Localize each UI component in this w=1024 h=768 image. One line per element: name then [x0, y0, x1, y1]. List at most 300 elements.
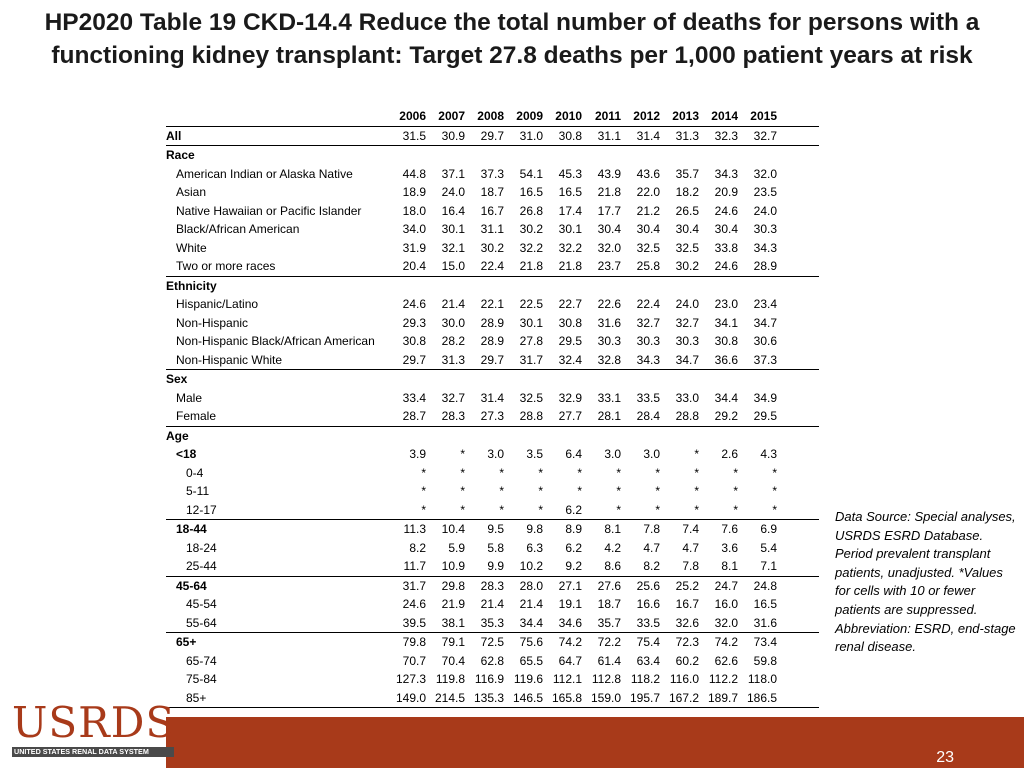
row-label: 85+	[186, 690, 207, 705]
table-cell: 116.9	[474, 672, 504, 686]
table-cell: 32.8	[597, 352, 621, 367]
table-cell: 30.8	[558, 128, 582, 143]
row-label: 65-74	[186, 653, 217, 668]
table-cell: 72.2	[597, 635, 621, 649]
table-cell: 31.4	[636, 128, 660, 143]
table-cell: 28.8	[675, 409, 699, 423]
table-cell: *	[694, 502, 699, 517]
table-row	[166, 314, 819, 333]
table-cell: 18.7	[480, 185, 504, 199]
table-cell: 33.8	[714, 240, 738, 255]
table-cell: 31.9	[402, 240, 426, 255]
table-row	[166, 464, 819, 483]
table-cell: 29.7	[402, 352, 426, 367]
table-cell: 127.3	[395, 672, 426, 686]
table-cell: 37.1	[441, 166, 465, 181]
table-cell: 21.4	[441, 297, 465, 311]
table-cell: 21.8	[597, 185, 621, 199]
table-cell: 7.8	[643, 522, 660, 536]
table-cell: 62.6	[714, 653, 738, 668]
table-cell: 34.4	[519, 615, 543, 630]
table-cell: 32.5	[675, 240, 699, 255]
table-cell: 195.7	[629, 690, 660, 705]
table-cell: 22.4	[480, 259, 504, 273]
table-cell: 3.6	[721, 540, 738, 555]
row-label: 18-44	[176, 522, 207, 536]
table-cell: 24.8	[753, 578, 777, 593]
table-cell: 30.1	[558, 222, 582, 236]
row-label: 12-17	[186, 502, 217, 517]
table-cell: 7.1	[760, 559, 777, 573]
table-cell: 30.0	[441, 315, 465, 330]
row-label: Ethnicity	[166, 278, 217, 293]
row-label: All	[166, 128, 182, 143]
table-cell: 112.1	[552, 672, 582, 686]
year-header: 2009	[516, 109, 543, 123]
table-cell: 31.3	[441, 352, 465, 367]
table-cell: 16.0	[714, 597, 738, 611]
table-cell: 30.1	[441, 222, 465, 236]
row-label: White	[176, 240, 207, 255]
table-cell: 35.7	[675, 166, 699, 181]
table-cell: 118.2	[630, 672, 660, 686]
table-cell: 22.4	[636, 297, 660, 311]
table-cell: 23.4	[753, 297, 777, 311]
table-cell: 10.4	[441, 522, 465, 536]
logo-subtitle: UNITED STATES RENAL DATA SYSTEM	[12, 747, 174, 757]
table-cell: 6.2	[565, 502, 582, 517]
table-row	[166, 577, 819, 596]
table-cell: 28.3	[480, 578, 504, 593]
table-cell: 5.4	[760, 540, 777, 555]
table-cell: *	[421, 465, 426, 480]
table-cell: *	[616, 502, 621, 517]
row-label: Black/African American	[176, 222, 300, 236]
row-label: Non-Hispanic Black/African American	[176, 334, 375, 348]
row-label: Native Hawaiian or Pacific Islander	[176, 203, 362, 218]
table-cell: 16.5	[519, 185, 543, 199]
table-cell: *	[694, 484, 699, 498]
table-cell: 18.7	[597, 597, 621, 611]
table-cell: 8.9	[565, 522, 582, 536]
table-row	[166, 277, 819, 296]
year-header: 2014	[711, 109, 738, 123]
table-cell: 32.7	[636, 315, 660, 330]
table-cell: *	[733, 484, 738, 498]
table-cell: 28.2	[441, 334, 465, 348]
year-header: 2015	[750, 109, 777, 123]
table-cell: 30.4	[636, 222, 660, 236]
table-cell: 31.7	[519, 352, 543, 367]
table-cell: 6.4	[565, 447, 582, 461]
table-cell: 32.5	[636, 240, 660, 255]
table-cell: 3.9	[409, 447, 426, 461]
table-cell: 24.7	[714, 578, 738, 593]
table-cell: 16.5	[753, 597, 777, 611]
table-cell: 74.2	[714, 635, 738, 649]
table-row	[166, 501, 819, 521]
table-cell: 21.4	[519, 597, 543, 611]
table-cell: 186.5	[746, 690, 777, 705]
table-row	[166, 427, 819, 446]
table-cell: 9.5	[487, 522, 504, 536]
table-cell: 165.8	[551, 690, 582, 705]
table-row	[166, 351, 819, 371]
table-row	[166, 482, 819, 501]
table-cell: 2.6	[721, 447, 738, 461]
table-cell: 31.3	[675, 128, 699, 143]
table-cell: 167.2	[668, 690, 699, 705]
row-label: Female	[176, 409, 217, 423]
table-cell: 20.4	[402, 259, 426, 273]
table-row	[166, 557, 819, 577]
table-cell: 32.3	[714, 128, 738, 143]
table-cell: 119.6	[513, 672, 543, 686]
table-cell: 34.1	[714, 315, 738, 330]
table-row	[166, 295, 819, 314]
year-header: 2013	[672, 109, 699, 123]
table-cell: 4.7	[643, 540, 660, 555]
row-label: Asian	[176, 185, 207, 199]
table-cell: 24.0	[441, 185, 465, 199]
table-cell: 43.9	[597, 166, 621, 181]
table-cell: 34.3	[753, 240, 777, 255]
table-cell: *	[733, 502, 738, 517]
table-row	[166, 633, 819, 652]
table-cell: 59.8	[753, 653, 777, 668]
table-cell: *	[655, 502, 660, 517]
table-cell: 33.5	[636, 615, 660, 630]
table-row	[166, 595, 819, 614]
table-row	[166, 370, 819, 389]
row-label: 75-84	[186, 672, 217, 686]
table-cell: 18.0	[402, 203, 426, 218]
table-cell: 11.7	[403, 559, 426, 573]
table-cell: 119.8	[435, 672, 465, 686]
table-row	[166, 239, 819, 258]
table-cell: 28.9	[753, 259, 777, 273]
table-cell: 3.5	[526, 447, 543, 461]
table-cell: 32.2	[558, 240, 582, 255]
table-cell: 32.6	[675, 615, 699, 630]
table-cell: 75.4	[636, 635, 660, 649]
table-cell: 39.5	[402, 615, 426, 630]
table-cell: 35.7	[597, 615, 621, 630]
table-cell: 28.4	[636, 409, 660, 423]
table-cell: 32.0	[597, 240, 621, 255]
logo-text: USRDS	[12, 698, 176, 747]
table-cell: 116.0	[669, 672, 699, 686]
year-header: 2010	[555, 109, 582, 123]
table-cell: 3.0	[643, 447, 660, 461]
table-cell: 34.3	[714, 166, 738, 181]
table-cell: 10.2	[519, 559, 543, 573]
table-cell: 21.4	[480, 597, 504, 611]
table-cell: 24.0	[675, 297, 699, 311]
table-cell: *	[694, 447, 699, 461]
table-cell: 19.1	[558, 597, 582, 611]
table-row	[166, 146, 819, 165]
row-label: 25-44	[186, 559, 217, 573]
row-label: Non-Hispanic White	[176, 352, 283, 367]
table-cell: 30.2	[675, 259, 699, 273]
table-cell: 4.3	[760, 447, 777, 461]
table-cell: *	[772, 465, 777, 480]
table-cell: 34.0	[402, 222, 426, 236]
table-cell: 29.7	[480, 128, 504, 143]
table-cell: 73.4	[753, 635, 777, 649]
table-cell: *	[460, 465, 465, 480]
table-cell: 29.8	[441, 578, 465, 593]
table-cell: *	[616, 465, 621, 480]
table-cell: 21.8	[519, 259, 543, 273]
table-cell: 31.4	[480, 390, 504, 405]
table-cell: 31.1	[597, 128, 621, 143]
table-cell: 32.0	[714, 615, 738, 630]
table-row	[166, 257, 819, 277]
table-cell: 22.6	[597, 297, 621, 311]
table-cell: 8.6	[604, 559, 621, 573]
table-cell: 61.4	[597, 653, 621, 668]
table-cell: 30.2	[519, 222, 543, 236]
table-cell: 72.3	[675, 635, 699, 649]
table-cell: 60.2	[675, 653, 699, 668]
table-cell: 32.7	[441, 390, 465, 405]
data-table	[166, 107, 819, 708]
table-cell: 112.2	[708, 672, 738, 686]
table-cell: *	[460, 484, 465, 498]
table-cell: 30.9	[441, 128, 465, 143]
table-cell: 30.4	[675, 222, 699, 236]
data-source-note: Data Source: Special analyses, USRDS ESRD Database. Period prevalent transplant patients, unadjusted. *Values for cells with 10 or fewer patients are suppressed. Abbreviation: ESRD, end-stage renal disease.	[835, 509, 1016, 655]
table-cell: 34.9	[753, 390, 777, 405]
table-cell: 11.3	[403, 522, 426, 536]
table-cell: 70.4	[441, 653, 465, 668]
table-cell: 7.6	[721, 522, 738, 536]
table-header-row	[166, 107, 819, 127]
table-cell: 17.7	[597, 203, 621, 218]
table-cell: 5.9	[448, 540, 465, 555]
table-cell: 34.3	[636, 352, 660, 367]
table-cell: 32.1	[441, 240, 465, 255]
table-cell: 45.3	[558, 166, 582, 181]
table-row	[166, 332, 819, 351]
table-cell: *	[655, 484, 660, 498]
table-cell: 32.9	[558, 390, 582, 405]
year-header: 2011	[594, 109, 621, 123]
table-cell: 31.0	[519, 128, 543, 143]
row-label: Two or more races	[176, 259, 276, 273]
table-cell: 28.1	[597, 409, 621, 423]
table-cell: *	[577, 484, 582, 498]
table-cell: 23.7	[597, 259, 621, 273]
table-cell: 29.7	[480, 352, 504, 367]
table-cell: 32.7	[675, 315, 699, 330]
row-label: 45-64	[176, 578, 207, 593]
footer-bar	[166, 717, 1024, 768]
table-cell: 29.5	[753, 409, 777, 423]
table-cell: 7.8	[682, 559, 699, 573]
row-label: Hispanic/Latino	[176, 297, 259, 311]
table-cell: 16.7	[480, 203, 504, 218]
row-label: Sex	[166, 372, 188, 386]
table-cell: 112.8	[591, 672, 621, 686]
table-cell: 25.8	[636, 259, 660, 273]
table-cell: *	[499, 465, 504, 480]
row-label: 45-54	[186, 597, 217, 611]
table-cell: 28.3	[441, 409, 465, 423]
table-cell: 30.4	[597, 222, 621, 236]
table-cell: 33.5	[636, 390, 660, 405]
table-cell: 31.7	[402, 578, 426, 593]
table-cell: *	[499, 484, 504, 498]
table-cell: 28.9	[480, 315, 504, 330]
table-cell: 32.0	[753, 166, 777, 181]
table-cell: 35.3	[480, 615, 504, 630]
table-cell: 34.7	[675, 352, 699, 367]
table-cell: 3.0	[604, 447, 621, 461]
table-cell: 28.9	[480, 334, 504, 348]
table-cell: 18.2	[675, 185, 699, 199]
table-cell: 30.8	[402, 334, 426, 348]
year-header: 2012	[633, 109, 660, 123]
table-cell: *	[694, 465, 699, 480]
table-cell: 23.5	[753, 185, 777, 199]
table-cell: *	[655, 465, 660, 480]
row-label: 5-11	[186, 484, 210, 498]
table-cell: 24.0	[753, 203, 777, 218]
table-row	[166, 389, 819, 408]
row-label: 18-24	[186, 540, 217, 555]
table-row	[166, 539, 819, 558]
table-row	[166, 165, 819, 184]
table-cell: 30.3	[597, 334, 621, 348]
table-cell: 29.5	[558, 334, 582, 348]
table-cell: 26.8	[519, 203, 543, 218]
table-cell: 31.5	[402, 128, 426, 143]
table-cell: 79.1	[441, 635, 465, 649]
table-cell: 15.0	[441, 259, 465, 273]
table-cell: 6.3	[526, 540, 543, 555]
table-cell: 27.3	[480, 409, 504, 423]
row-label: 65+	[176, 635, 197, 649]
slide-title	[0, 6, 1024, 72]
row-label: 0-4	[186, 465, 204, 480]
table-cell: 22.0	[636, 185, 660, 199]
table-cell: *	[460, 447, 465, 461]
table-cell: 22.7	[558, 297, 582, 311]
table-cell: 4.7	[682, 540, 699, 555]
table-cell: 30.3	[636, 334, 660, 348]
table-cell: 149.0	[395, 690, 426, 705]
row-label: <18	[176, 447, 197, 461]
row-label: 55-64	[186, 615, 217, 630]
table-cell: 33.1	[597, 390, 621, 405]
table-cell: 31.6	[597, 315, 621, 330]
table-cell: 36.6	[714, 352, 738, 367]
table-cell: 34.7	[753, 315, 777, 330]
table-cell: 32.5	[519, 390, 543, 405]
usrds-logo	[4, 698, 176, 768]
table-cell: 64.7	[558, 653, 582, 668]
table-cell: 159.0	[590, 690, 621, 705]
table-cell: 32.7	[753, 128, 777, 143]
year-header: 2007	[438, 109, 465, 123]
table-cell: 9.8	[526, 522, 543, 536]
table-cell: 27.7	[558, 409, 582, 423]
table-cell: 30.3	[753, 222, 777, 236]
table-row	[166, 520, 819, 539]
table-row	[166, 407, 819, 427]
year-header: 2008	[477, 109, 504, 123]
table-cell: 20.9	[714, 185, 738, 199]
table-cell: 18.9	[402, 185, 426, 199]
row-label: Age	[166, 428, 189, 443]
table-cell: 146.5	[512, 690, 543, 705]
table-cell: 135.3	[473, 690, 504, 705]
table-cell: 37.3	[753, 352, 777, 367]
footer	[0, 700, 1024, 768]
table-cell: 25.2	[675, 578, 699, 593]
table-cell: 44.8	[402, 166, 426, 181]
table-cell: 33.0	[675, 390, 699, 405]
table-cell: 16.4	[441, 203, 465, 218]
title-line-1: HP2020 Table 19 CKD-14.4 Reduce the total number of deaths for persons with a	[44, 9, 980, 36]
table-cell: 37.3	[480, 166, 504, 181]
table-cell: *	[460, 502, 465, 517]
table-cell: 16.6	[636, 597, 660, 611]
table-cell: 30.4	[714, 222, 738, 236]
table-row	[166, 127, 819, 147]
table-cell: 5.8	[487, 540, 504, 555]
table-cell: 31.1	[480, 222, 504, 236]
table-cell: 16.5	[558, 185, 582, 199]
table-cell: 65.5	[519, 653, 543, 668]
table-cell: 3.0	[487, 447, 504, 461]
table-cell: 32.4	[558, 352, 582, 367]
row-label: Male	[176, 390, 203, 405]
table-cell: 74.2	[558, 635, 582, 649]
table-cell: 29.2	[714, 409, 738, 423]
table-cell: 28.7	[402, 409, 426, 423]
table-cell: 29.3	[402, 315, 426, 330]
table-cell: 33.4	[402, 390, 426, 405]
table-cell: 62.8	[480, 653, 504, 668]
table-row	[166, 445, 819, 464]
table-cell: 30.6	[753, 334, 777, 348]
table-cell: *	[616, 484, 621, 498]
table-cell: 27.6	[597, 578, 621, 593]
table-row	[166, 183, 819, 202]
table-cell: 54.1	[519, 166, 543, 181]
table-cell: 21.9	[441, 597, 465, 611]
table-cell: 9.2	[565, 559, 582, 573]
table-cell: *	[421, 502, 426, 517]
table-cell: 24.6	[402, 597, 426, 611]
table-cell: 34.6	[558, 615, 582, 630]
row-label: American Indian or Alaska Native	[176, 166, 353, 181]
table-cell: 8.1	[721, 559, 738, 573]
table-cell: 43.6	[636, 166, 660, 181]
table-cell: 38.1	[441, 615, 465, 630]
table-cell: 22.1	[480, 297, 504, 311]
table-cell: 24.6	[714, 259, 738, 273]
table-row	[166, 220, 819, 239]
row-label: Race	[166, 148, 195, 162]
table-cell: *	[499, 502, 504, 517]
page-number: 23	[936, 749, 954, 766]
table-cell: 22.5	[519, 297, 543, 311]
